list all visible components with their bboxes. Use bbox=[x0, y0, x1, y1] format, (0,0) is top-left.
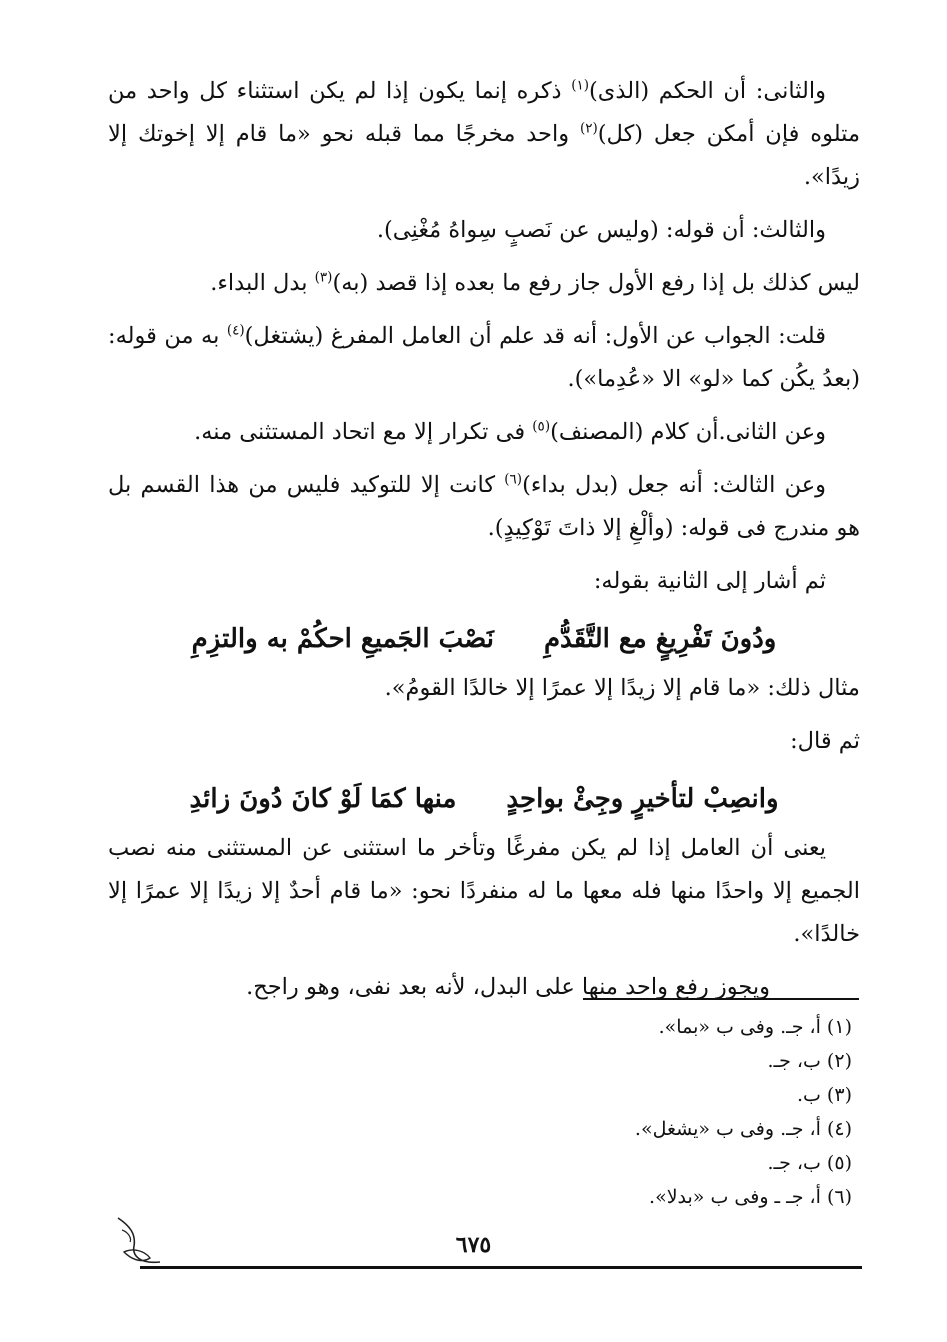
paragraph-6: وعن الثالث: أنه جعل (بدل بداء)$^{(٦)}$ كانت إلا للتوكيد فليس من هذا القسم بل هو مندرج فى قوله: (وألْغِ إلا ذاتَ تَوْكِيدٍ). bbox=[108, 471, 860, 541]
paragraph-10: يعنى أن العامل إذا لم يكن مفرغًا وتأخر ما استثنى عن المستثنى منه نصب الجميع إلا واحدًا منها فله معها ما له منفردًا نحو: «ما قام أحدٌ إلا زيدًا إلا عمرًا إلا خالدًا». bbox=[108, 835, 860, 947]
verse-2 bbox=[108, 773, 860, 825]
footnote-separator bbox=[583, 998, 859, 1000]
footnote-4: (٤) أ، جـ. وفى ب «يشغل». bbox=[634, 1118, 852, 1140]
verse-1-hemistich-1: ودُونَ تَفْرِيغٍ مع التَّقَدُّمِ bbox=[543, 624, 777, 654]
paragraph-5: وعن الثانى.أن كلام (المصنف)$^{(٥)}$ فى تكرار إلا مع اتحاد المستثنى منه. bbox=[194, 418, 826, 445]
paragraph-4: قلت: الجواب عن الأول: أنه قد علم أن العامل المفرغ (يشتغل)$^{(٤)}$ به من قوله: (بعدُ يكُن كما «لو» الا «عُدِما»). bbox=[108, 322, 860, 392]
footnotes bbox=[452, 1010, 852, 1214]
paragraph-3: ليس كذلك بل إذا رفع الأول جاز رفع ما بعده إذا قصد (به)$^{(٣)}$ بدل البداء. bbox=[210, 269, 860, 296]
footnote-5: (٥) ب، جـ. bbox=[767, 1152, 852, 1174]
paragraph-11: ويجوز رفع واحد منها على البدل، لأنه بعد نفى، وهو راجح. bbox=[246, 974, 770, 1000]
verse-1-hemistich-2: نَصْبَ الجَميعِ احكُمْ به والتزِمِ bbox=[191, 624, 494, 654]
footnote-2: (٢) ب، جـ. bbox=[767, 1050, 852, 1072]
verse-2-hemistich-2: منها كمَا لَوْ كانَ دُونَ زائدِ bbox=[189, 784, 457, 814]
verse-2-hemistich-1: وانصِبْ لتأخيرٍ وجِئْ بواحِدٍ bbox=[506, 784, 779, 814]
paragraph-7: ثم أشار إلى الثانية بقوله: bbox=[593, 568, 826, 594]
footnote-6: (٦) أ، جـ ـ وفى ب «بدلا». bbox=[649, 1186, 852, 1208]
verse-1 bbox=[108, 613, 860, 665]
page-number: ٦٧٥ bbox=[455, 1232, 492, 1258]
paragraph-8: مثال ذلك: «ما قام إلا زيدًا إلا عمرًا إلا خالدًا القومُ». bbox=[384, 675, 860, 701]
paragraph-9: ثم قال: bbox=[790, 728, 860, 754]
bottom-rule bbox=[140, 1266, 862, 1269]
paragraph-1: والثانى: أن الحكم (الذى)$^{(١)}$ ذكره إنما يكون إذا لم يكن استثناء كل واحد من متلوه فإن أمكن جعل (كل)$^{(٢)}$ واحد مخرجًا مما قبله نحو «ما قام إلا إخوتك إلا زيدًا». bbox=[108, 77, 860, 190]
paragraph-2: والثالث: أن قوله: (وليس عن نَصبٍ سِواهُ مُغْنِى). bbox=[376, 217, 826, 243]
footnote-1: (١) أ، جـ. وفى ب «بما». bbox=[658, 1016, 852, 1038]
footnote-3: (٣) ب. bbox=[796, 1084, 852, 1106]
body-text bbox=[108, 70, 860, 1019]
